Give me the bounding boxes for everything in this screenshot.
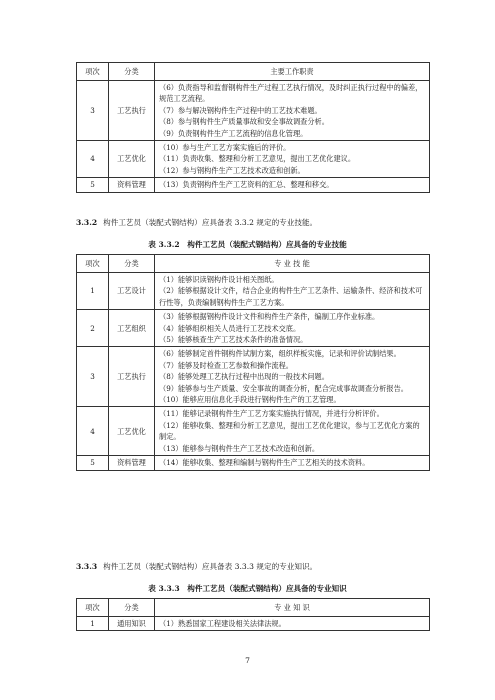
table-row xyxy=(77,178,430,192)
content-line: （10）能够应用信息化手段进行钢构件生产的工艺管理。 xyxy=(159,395,341,405)
content-line: （5）能够核查生产工艺技术条件的准备情况。 xyxy=(159,335,308,345)
content-line: （1）能够识读钢构件设计相关图纸。 xyxy=(159,275,279,284)
table-row xyxy=(77,81,430,141)
row-category: 工艺执行 xyxy=(109,81,155,141)
row-index: 1 xyxy=(77,617,109,631)
row-content xyxy=(155,178,430,192)
content-line: （2）能够根据设计文件，结合企业的构件生产工艺条件、运输条件、经济和技术可行性等，负责编制钢构件生产工艺方案。 xyxy=(159,286,423,307)
section-3-3-2 xyxy=(76,217,317,228)
row-content xyxy=(155,81,430,141)
content-line: （9）能够参与生产质量、安全事故的调查分析，配合完成事故调查分析报告。 xyxy=(159,383,408,393)
content-line: （11）能够记录钢构件生产工艺方案实施执行情况，并进行分析评价。 xyxy=(159,409,384,419)
content-line: （8）参与钢构件生产质量事故和安全事故调查分析。 xyxy=(159,117,329,127)
content-line: （12）参与钢构件生产工艺技术改造和创新。 xyxy=(159,165,305,175)
skills-table xyxy=(76,254,430,471)
table-row xyxy=(77,617,430,631)
section-3-3-3 xyxy=(76,561,317,572)
row-category: 工艺执行 xyxy=(109,347,155,407)
col-header-index: 项次 xyxy=(77,255,109,273)
col-header-duties: 主要工作职责 xyxy=(155,63,430,81)
row-category: 工艺优化 xyxy=(109,141,155,178)
section-number: 3.3.3 xyxy=(76,562,98,571)
row-index: 3 xyxy=(77,81,109,141)
col-header-knowledge: 专 业 知 识 xyxy=(155,599,430,617)
skills-table-body xyxy=(77,273,430,471)
col-header-category: 分类 xyxy=(109,63,155,81)
duty-table-body xyxy=(77,81,430,193)
col-header-category: 分类 xyxy=(109,255,155,273)
section-number: 3.3.2 xyxy=(76,218,98,227)
row-content xyxy=(155,407,430,456)
row-index: 2 xyxy=(77,310,109,347)
content-line: （6）负责指导和监督钢构件生产过程工艺执行情况，及时纠正执行过程中的偏差，规范工艺流程。 xyxy=(159,83,423,104)
table-row xyxy=(77,273,430,310)
content-line: （12）能够收集、整理和分析工艺意见，提出工艺优化建议，参与工艺优化方案的制定。 xyxy=(159,420,420,442)
col-header-index: 项次 xyxy=(77,599,109,617)
content-line: （7）能够及时检查工艺参数和操作流程。 xyxy=(159,360,293,370)
row-category: 工艺设计 xyxy=(109,273,155,310)
section-text: 构件工艺员（装配式钢结构）应具备表 3.3.3 规定的专业知识。 xyxy=(103,562,318,571)
table-caption-3-3-3: 表 3.3.3 构件工艺员（装配式钢结构）应具备的专业知识 xyxy=(148,584,347,593)
content-line: （3）能够根据钢构件设计文件和构件生产条件，编制工序作业标准。 xyxy=(159,312,380,322)
col-header-skills: 专 业 技 能 xyxy=(155,255,430,273)
content-line: （8）能够处理工艺执行过程中出现的一般技术问题。 xyxy=(159,372,329,382)
row-content xyxy=(155,141,430,178)
row-index: 3 xyxy=(77,347,109,407)
row-content xyxy=(155,310,430,347)
content-line: （10）参与生产工艺方案实施后的评价。 xyxy=(159,143,291,153)
col-header-index: 项次 xyxy=(77,63,109,81)
knowledge-table-body xyxy=(77,617,430,631)
knowledge-table xyxy=(76,598,430,631)
row-content xyxy=(155,456,430,470)
table-row xyxy=(77,347,430,407)
content-line: （11）负责收集、整理和分析工艺意见，提出工艺优化建议。 xyxy=(159,154,356,164)
content-line: （14）能够收集、整理和编制与钢构件生产工艺相关的技术资料。 xyxy=(159,458,370,468)
row-content xyxy=(155,617,430,631)
col-header-category: 分类 xyxy=(109,599,155,617)
content-line: （4）能够组织相关人员进行工艺技术交底。 xyxy=(159,323,301,333)
row-index: 5 xyxy=(77,456,109,470)
content-line: （9）负责钢构件生产工艺流程的信息化管理。 xyxy=(159,128,308,138)
row-index: 5 xyxy=(77,178,109,192)
row-category: 工艺组织 xyxy=(109,310,155,347)
row-category: 工艺优化 xyxy=(109,407,155,456)
page-number: 7 xyxy=(245,656,250,665)
table-row xyxy=(77,141,430,178)
row-category: 通用知识 xyxy=(109,617,155,631)
row-content xyxy=(155,273,430,310)
table-row xyxy=(77,407,430,456)
content-line: （7）参与解决钢构件生产过程中的工艺技术难题。 xyxy=(159,105,322,115)
duty-table xyxy=(76,62,430,193)
row-content xyxy=(155,347,430,407)
table-row xyxy=(77,456,430,470)
row-index: 4 xyxy=(77,141,109,178)
row-index: 1 xyxy=(77,273,109,310)
content-line: （13）能够参与钢构件生产工艺技术改造和创新。 xyxy=(159,443,320,453)
row-index: 4 xyxy=(77,407,109,456)
row-category: 资料管理 xyxy=(109,456,155,470)
content-line: （6）能够制定首件钢构件试制方案，组织样板实施，记录和评价试制结果。 xyxy=(159,349,401,359)
table-caption-3-3-2: 表 3.3.2 构件工艺员（装配式钢结构）应具备的专业技能 xyxy=(148,240,347,249)
section-text: 构件工艺员（装配式钢结构）应具备表 3.3.2 规定的专业技能。 xyxy=(103,218,318,227)
table-row xyxy=(77,310,430,347)
row-category: 资料管理 xyxy=(109,178,155,192)
content-line: （1）熟悉国家工程建设相关法律法规。 xyxy=(159,619,286,628)
content-line: （13）负责钢构件生产工艺资料的汇总、整理和移交。 xyxy=(159,180,334,190)
